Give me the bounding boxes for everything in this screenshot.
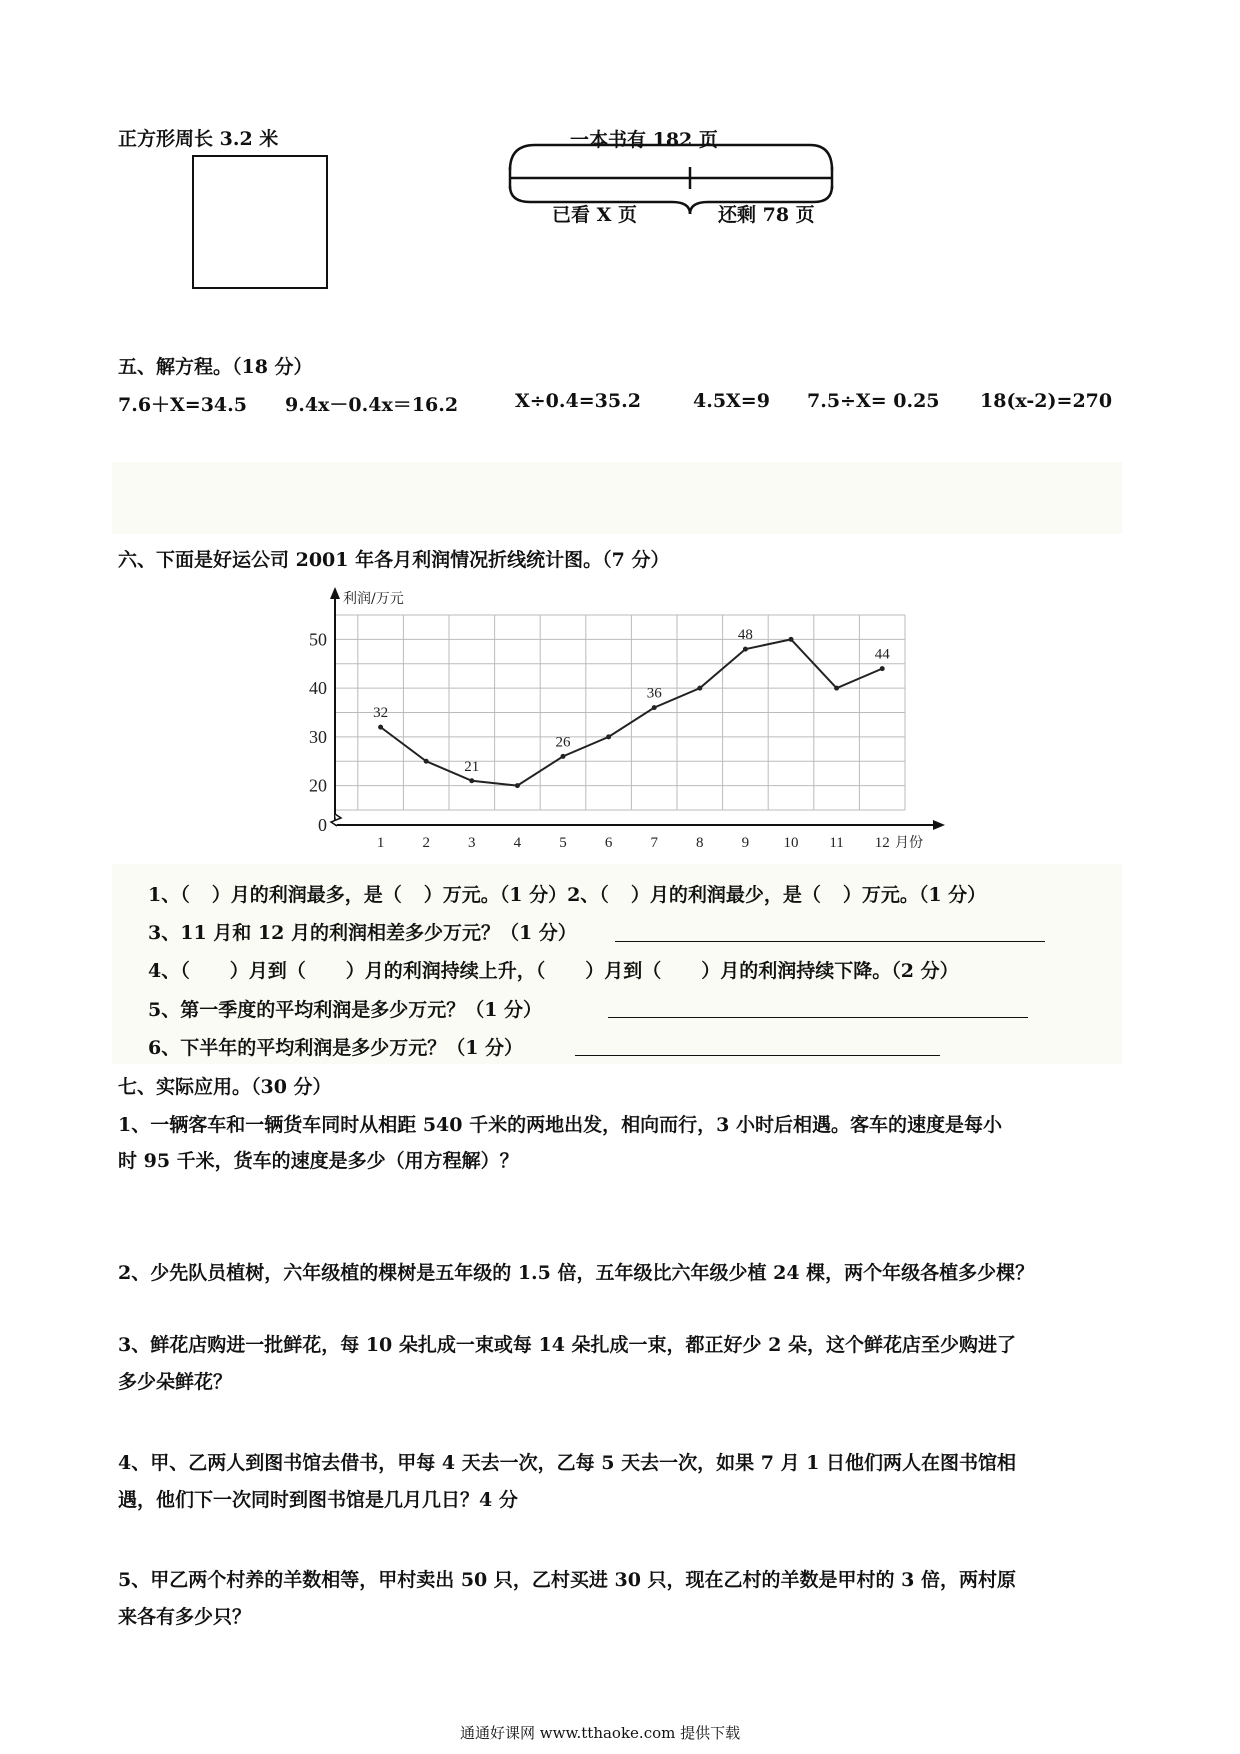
q5-text: 5、第一季度的平均利润是多少万元？（1 分） (148, 999, 543, 1021)
question-6 (148, 1033, 523, 1060)
chart-grid (335, 615, 905, 810)
data-label: 32 (373, 705, 389, 722)
equation-6: 18(x-2)=270 (980, 390, 1113, 412)
x-tick-label: 4 (513, 835, 522, 851)
question-5 (148, 995, 542, 1022)
data-point (834, 686, 839, 691)
y-tick-label: 30 (309, 726, 327, 747)
problem-4-line-2: 遇，他们下一次同时到图书馆是几月几日？4 分 (118, 1489, 518, 1511)
question-3 (148, 918, 577, 945)
problem-1-line-2: 时 95 千米，货车的速度是多少（用方程解）？ (118, 1150, 519, 1172)
data-point (378, 725, 383, 730)
section6-title: 六、下面是好运公司 2001 年各月利润情况折线统计图。（7 分） (118, 549, 670, 571)
q1-part-a: 1、（ (148, 884, 190, 906)
equation-1: 7.6＋X=34.5 (118, 394, 247, 416)
data-point (652, 705, 657, 710)
y-axis-label: 利润/万元 (343, 591, 404, 607)
equation-2: 9.4x－0.4x＝16.2 (285, 394, 459, 416)
problem-3-line-1: 3、鲜花店购进一批鲜花，每 10 朵扎成一束或每 14 朵扎成一束，都正好少 2 朵，这个鲜花店至少购进了 (118, 1334, 1017, 1356)
section7-title: 七、实际应用。（30 分） (118, 1076, 332, 1098)
book-read-label: 已看 X 页 (552, 204, 637, 226)
x-tick-label: 8 (696, 835, 704, 851)
data-point (561, 754, 566, 759)
q4-part-d: ）月到（ (585, 960, 662, 982)
y-tick-label: 20 (309, 775, 327, 796)
data-point (880, 666, 885, 671)
q1-part-c: ）万元。（1 分）2、（ (423, 884, 609, 906)
q1-part-d: ）月的利润最少，是（ (630, 884, 821, 906)
x-tick-label: 11 (829, 835, 844, 851)
q5-answer-line[interactable] (608, 1016, 1028, 1018)
x-tick-label: 5 (559, 835, 567, 851)
equation-4: 4.5X=9 (693, 390, 770, 412)
problem-3-line-2: 多少朵鲜花？ (118, 1371, 233, 1393)
problem-2: 2、少先队员植树，六年级植的棵树是五年级的 1.5 倍，五年级比六年级少植 24 棵，两个年级各植多少棵？ (118, 1262, 1035, 1284)
q4-part-a: 4、（ (148, 960, 190, 982)
data-label: 48 (737, 627, 753, 644)
y-tick-label: 0 (318, 815, 327, 835)
data-point (515, 783, 520, 788)
equation-5: 7.5÷X= 0.25 (807, 390, 940, 412)
question-1-2 (148, 880, 986, 907)
x-tick-label: 2 (422, 835, 430, 851)
problem-4-line-1: 4、甲、乙两人到图书馆去借书，甲每 4 天去一次，乙每 5 天去一次，如果 7 月 1 日他们两人在图书馆相 (118, 1452, 1017, 1474)
problem-5-line-1: 5、甲乙两个村养的羊数相等，甲村卖出 50 只，乙村买进 30 只，现在乙村的羊数是甲村的 3 倍，两村原 (118, 1569, 1017, 1591)
book-total-label: 一本书有 182 页 (570, 129, 718, 151)
footer-text: 通通好课网 www.tthaoke.com 提供下载 (460, 1724, 741, 1742)
square-figure (192, 155, 328, 289)
square-perimeter-label: 正方形周长 3.2 米 (118, 128, 279, 150)
q4-part-e: ）月的利润持续下降。（2 分） (701, 960, 959, 982)
problem-5-line-2: 来各有多少只？ (118, 1606, 252, 1628)
x-tick-label: 7 (650, 835, 658, 851)
data-point (697, 686, 702, 691)
question-4 (148, 956, 959, 983)
q6-answer-line[interactable] (575, 1054, 940, 1056)
q3-text: 3、11 月和 12 月的利润相差多少万元？（1 分） (148, 922, 577, 944)
x-tick-label: 9 (741, 835, 750, 851)
data-point (743, 647, 748, 652)
y-tick-label: 50 (309, 629, 327, 650)
data-label: 36 (646, 685, 662, 702)
data-point (789, 637, 794, 642)
profit-line-chart (285, 585, 965, 860)
q6-text: 6、下半年的平均利润是多少万元？（1 分） (148, 1037, 524, 1059)
q1-part-b: ）月的利润最多，是（ (211, 884, 402, 906)
problem-1-line-1: 1、一辆客车和一辆货车同时从相距 540 千米的两地出发，相向而行，3 小时后相遇。客车的速度是每小 (118, 1114, 1002, 1136)
q4-part-b: ）月到（ (229, 960, 306, 982)
x-axis-arrow (933, 820, 945, 830)
data-label: 44 (874, 646, 890, 663)
x-axis-label: 月份 (895, 835, 923, 851)
x-tick-label: 6 (604, 835, 613, 851)
section5-title: 五、解方程。（18 分） (118, 356, 313, 378)
q3-answer-line[interactable] (615, 940, 1045, 942)
data-point (424, 759, 429, 764)
x-tick-label: 3 (468, 835, 476, 851)
data-label: 21 (464, 758, 480, 775)
x-tick-label: 10 (783, 835, 799, 851)
q4-part-c: ）月的利润持续上升，（ (345, 960, 546, 982)
x-tick-label: 1 (376, 835, 385, 851)
chart-labels (309, 590, 923, 851)
data-label: 26 (555, 734, 571, 751)
y-axis-arrow (330, 587, 340, 599)
data-point (606, 734, 611, 739)
chart-axes (330, 587, 945, 830)
x-tick-label: 12 (874, 835, 890, 851)
equation-3: X÷0.4=35.2 (515, 390, 641, 412)
data-point (469, 778, 474, 783)
book-left-label: 还剩 78 页 (718, 204, 815, 226)
q1-part-e: ）万元。（1 分） (842, 884, 987, 906)
y-tick-label: 40 (309, 678, 327, 699)
